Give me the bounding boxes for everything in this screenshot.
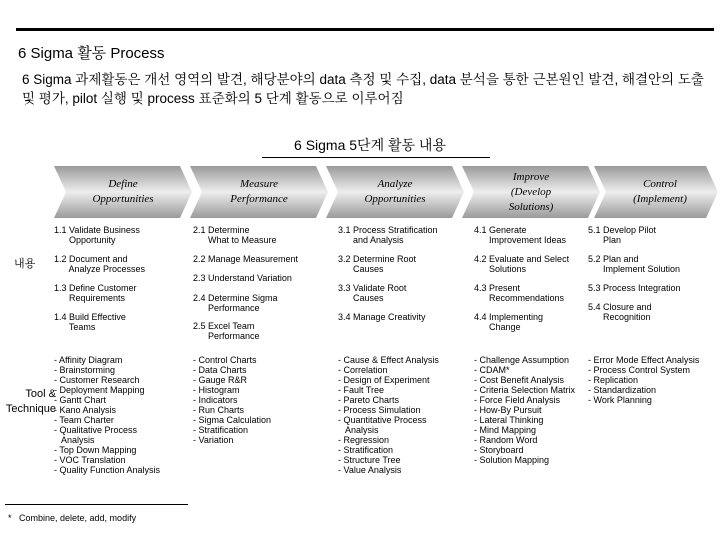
phase-control-chevron bbox=[594, 166, 718, 218]
tool-item: - Replication bbox=[588, 375, 639, 385]
tool-item: - Team Charter bbox=[54, 415, 114, 425]
tool-item: - How-By Pursuit bbox=[474, 405, 542, 415]
tool-item: - VOC Translation bbox=[54, 455, 126, 465]
phase-measure-chevron bbox=[190, 166, 328, 218]
row-label-content: 내용 bbox=[14, 258, 36, 270]
tool-item: - Storyboard bbox=[474, 445, 524, 455]
phase-improve-chevron bbox=[462, 166, 600, 218]
tool-item: - Top Down Mapping bbox=[54, 445, 137, 455]
tool-item: - Quantitative Process bbox=[338, 415, 427, 425]
activity-5-1: 5.1 Develop Pilot Plan bbox=[588, 225, 657, 245]
tool-item: - Quality Function Analysis bbox=[54, 465, 161, 475]
tool-item: - Structure Tree bbox=[338, 455, 401, 465]
tool-item: - Stratification bbox=[338, 445, 394, 455]
tools-define-list bbox=[54, 355, 160, 475]
tool-item: - Force Field Analysis bbox=[474, 395, 561, 405]
tool-item: - Process Simulation bbox=[338, 405, 421, 415]
tool-item: Analysis bbox=[338, 425, 379, 435]
tools-control-list bbox=[588, 355, 699, 405]
tools-improve-list bbox=[474, 355, 575, 465]
tool-item: - Brainstorming bbox=[54, 365, 116, 375]
row-label-tools: Tool & Technique bbox=[5, 388, 56, 415]
tool-item: - Challenge Assumption bbox=[474, 355, 570, 365]
activity-1-4: 1.4 Build Effective Teams bbox=[54, 312, 126, 332]
tool-item: - Lateral Thinking bbox=[474, 415, 544, 425]
activity-2-1: 2.1 Determine What to Measure bbox=[193, 225, 277, 245]
tool-item: - Indicators bbox=[193, 395, 238, 405]
tool-item: - Pareto Charts bbox=[338, 395, 400, 405]
tool-item: - Cost Benefit Analysis bbox=[474, 375, 565, 385]
tool-item: - Regression bbox=[338, 435, 390, 445]
intro-paragraph: 6 Sigma 과제활동은 개선 영역의 발견, 해당분야의 data 측정 및 수집, data 분석을 통한 근본원인 발견, 해결안의 도출 및 평가, pilot 실행 및 process 표준화의 5 단계 활동으로 이루어짐 bbox=[22, 72, 704, 106]
activity-4-3: 4.3 Present Recommendations bbox=[474, 283, 565, 303]
activity-2-2: 2.2 Manage Measurement bbox=[193, 254, 299, 264]
tool-item: - Gauge R&R bbox=[193, 375, 248, 385]
activity-5-3: 5.3 Process Integration bbox=[588, 283, 681, 293]
activity-4-2: 4.2 Evaluate and Select Solutions bbox=[474, 254, 570, 274]
phase-control-label: Control (Implement) bbox=[633, 178, 687, 205]
phase-section-title: 6 Sigma 5단계 활동 내용 bbox=[294, 137, 446, 153]
phase-title-underline bbox=[262, 157, 490, 158]
activity-3-4: 3.4 Manage Creativity bbox=[338, 312, 426, 322]
tool-item: - Customer Research bbox=[54, 375, 140, 385]
activity-4-1: 4.1 Generate Improvement Ideas bbox=[474, 225, 567, 245]
activity-1-1: 1.1 Validate Business Opportunity bbox=[54, 225, 140, 245]
activity-3-3: 3.3 Validate Root Causes bbox=[338, 283, 407, 303]
tool-item: - Standardization bbox=[588, 385, 657, 395]
phase-define-chevron bbox=[54, 166, 192, 218]
tools-measure-list bbox=[193, 355, 271, 445]
page-title: 6 Sigma 활동 Process bbox=[18, 45, 165, 62]
tool-item: - Affinity Diagram bbox=[54, 355, 123, 365]
activity-3-1: 3.1 Process Stratification and Analysis bbox=[338, 225, 438, 245]
tool-item: - Work Planning bbox=[588, 395, 652, 405]
activity-2-3: 2.3 Understand Variation bbox=[193, 273, 292, 283]
tool-item: - Solution Mapping bbox=[474, 455, 550, 465]
phase-analyze-chevron bbox=[326, 166, 464, 218]
tool-item: - Value Analysis bbox=[338, 465, 402, 475]
phase-improve-label: Improve (Develop Solutions) bbox=[508, 170, 554, 213]
tool-item: - Criteria Selection Matrix bbox=[474, 385, 576, 395]
tool-item: - Process Control System bbox=[588, 365, 691, 375]
footnote: * Combine, delete, add, modify bbox=[8, 513, 137, 523]
tool-item: - Qualitative Process bbox=[54, 425, 138, 435]
activity-5-2: 5.2 Plan and Implement Solution bbox=[588, 254, 681, 274]
tool-item: Analysis bbox=[54, 435, 95, 445]
tool-item: - Data Charts bbox=[193, 365, 247, 375]
top-rule bbox=[16, 28, 714, 31]
tools-analyze-list bbox=[338, 355, 439, 475]
tool-item: - Run Charts bbox=[193, 405, 245, 415]
tool-item: - Fault Tree bbox=[338, 385, 385, 395]
activity-1-2: 1.2 Document and Analyze Processes bbox=[54, 254, 146, 274]
activity-2-5: 2.5 Excel Team Performance bbox=[193, 321, 260, 341]
tool-item: - Gantt Chart bbox=[54, 395, 107, 405]
tool-item: - Error Mode Effect Analysis bbox=[588, 355, 700, 365]
tool-item: - CDAM* bbox=[474, 365, 510, 375]
activity-2-4: 2.4 Determine Sigma Performance bbox=[193, 293, 278, 313]
activity-5-4: 5.4 Closure and Recognition bbox=[588, 302, 652, 322]
tool-item: - Kano Analysis bbox=[54, 405, 117, 415]
tool-item: - Control Charts bbox=[193, 355, 257, 365]
tool-item: - Cause & Effect Analysis bbox=[338, 355, 439, 365]
tool-item: - Correlation bbox=[338, 365, 388, 375]
footnote-rule bbox=[5, 504, 188, 505]
tool-item: - Sigma Calculation bbox=[193, 415, 272, 425]
tool-item: - Variation bbox=[193, 435, 234, 445]
activity-4-4: 4.4 Implementing Change bbox=[474, 312, 544, 332]
tool-item: - Histogram bbox=[193, 385, 240, 395]
activity-1-3: 1.3 Define Customer Requirements bbox=[54, 283, 137, 303]
tool-item: - Random Word bbox=[474, 435, 538, 445]
activity-3-2: 3.2 Determine Root Causes bbox=[338, 254, 417, 274]
tool-item: - Mind Mapping bbox=[474, 425, 537, 435]
phase-analyze-label: Analyze Opportunities bbox=[364, 178, 426, 205]
tool-item: - Deployment Mapping bbox=[54, 385, 145, 395]
tool-item: - Stratification bbox=[193, 425, 249, 435]
tool-item: - Design of Experiment bbox=[338, 375, 430, 385]
phase-define-label: Define Opportunities bbox=[92, 178, 154, 205]
phase-measure-label: Measure Performance bbox=[230, 178, 288, 205]
